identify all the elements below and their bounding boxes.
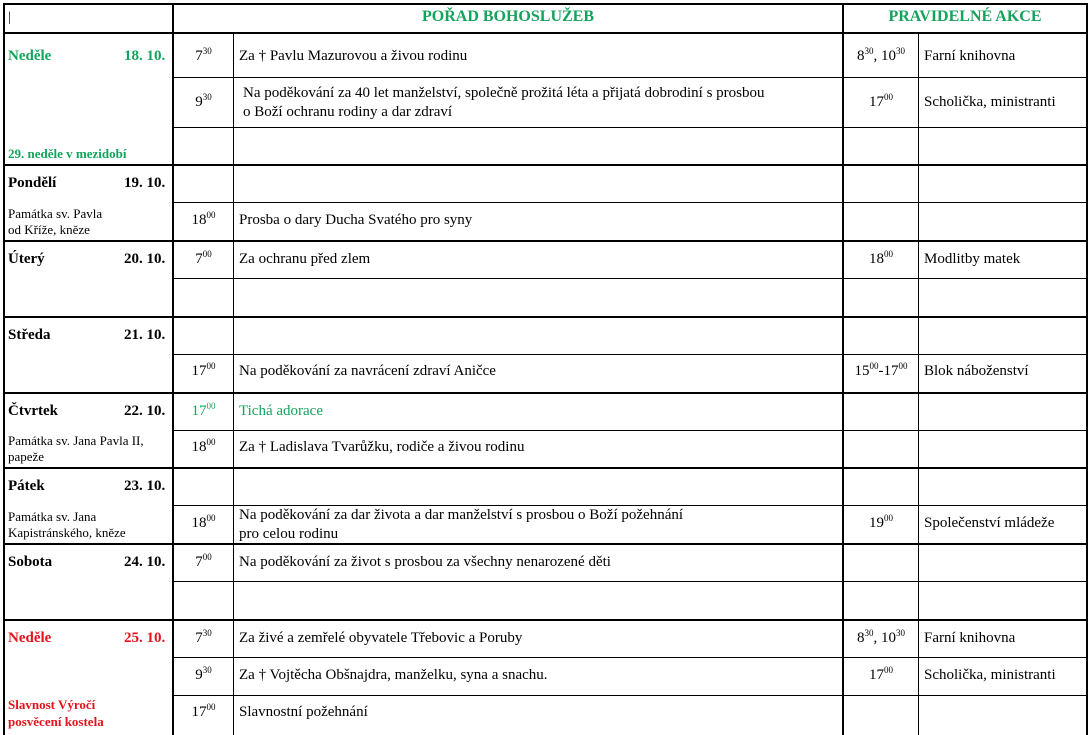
day-date: 18. 10. [124, 48, 166, 64]
day-note-line1: Památka sv. Jana Pavla II, [8, 433, 144, 448]
action-name: Modlitby matek [924, 251, 1021, 267]
day-note-line2: od Kříže, kněze [8, 222, 90, 237]
action-time: $17^{00}$ [869, 665, 893, 683]
action-time: $15^{00}-17^{00}$ [854, 361, 908, 379]
service-intention: Slavnostní požehnání [239, 704, 368, 720]
day-name: Pátek [8, 478, 45, 494]
service-time: $18^{00}$ [191, 513, 216, 531]
service-intention-line2: o Boží ochranu rodiny a dar zdraví [243, 104, 453, 120]
action-time: $19^{00}$ [869, 513, 893, 531]
day-date: 20. 10. [124, 251, 166, 267]
action-name: Scholička, ministranti [924, 94, 1056, 110]
day-note-line2: Kapistránského, kněze [8, 525, 126, 540]
service-time: $7^{30}$ [195, 46, 212, 64]
action-name: Scholička, ministranti [924, 667, 1056, 683]
action-time: $8^{30}$, $10^{30}$ [857, 46, 905, 64]
action-name: Blok náboženství [924, 363, 1029, 379]
day-name: Středa [8, 327, 51, 343]
service-time: $7^{00}$ [195, 552, 212, 570]
service-intention-line1: Na poděkování za 40 let manželství, společně prožitá léta a přijatá dobrodiní s prosbou [243, 85, 765, 101]
service-time: $17^{00}$ [191, 361, 216, 379]
service-time: $7^{00}$ [195, 249, 212, 267]
service-time: $7^{30}$ [195, 628, 212, 646]
day-note-line1: Památka sv. Pavla [8, 206, 103, 221]
day-name: Úterý [8, 251, 45, 267]
actions-header: PRAVIDELNÉ AKCE [888, 8, 1042, 25]
day-name: Sobota [8, 554, 53, 570]
day-name: Neděle [8, 630, 52, 646]
day-date: 19. 10. [124, 175, 166, 191]
service-intention: Za † Vojtěcha Obšnajdra, manželku, syna a snachu. [239, 667, 548, 683]
action-name: Farní knihovna [924, 48, 1016, 64]
day-date: 22. 10. [124, 403, 166, 419]
service-intention: Za živé a zemřelé obyvatele Třebovic a Poruby [239, 630, 523, 646]
day-name: Pondělí [8, 175, 57, 191]
service-intention: Na poděkování za navrácení zdraví Aničce [239, 363, 496, 379]
action-name: Společenství mládeže [924, 515, 1055, 531]
action-name: Farní knihovna [924, 630, 1016, 646]
services-header: POŘAD BOHOSLUŽEB [421, 8, 595, 25]
day-date: 21. 10. [124, 327, 166, 343]
corner-mark: | [8, 10, 11, 25]
day-name: Neděle [8, 48, 52, 64]
service-time: $18^{00}$ [191, 437, 216, 455]
service-intention-line2: pro celou rodinu [239, 526, 339, 542]
day-note: 29. neděle v mezidobí [8, 146, 127, 161]
service-time: $17^{00}$ [191, 702, 216, 720]
service-intention-line1: Na poděkování za dar života a dar manželství s prosbou o Boží požehnání [239, 507, 684, 523]
service-time: $9^{30}$ [195, 665, 212, 683]
service-time: $9^{30}$ [195, 92, 212, 110]
service-intention: Za ochranu před zlem [239, 251, 371, 267]
action-time: $8^{30}$, $10^{30}$ [857, 628, 905, 646]
day-date: 24. 10. [124, 554, 166, 570]
service-time: $18^{00}$ [191, 210, 216, 228]
day-name: Čtvrtek [8, 403, 58, 419]
service-intention: Na poděkování za život s prosbou za všechny nenarozené děti [239, 554, 611, 570]
day-note-line1: Památka sv. Jana [8, 509, 97, 524]
action-time: $18^{00}$ [869, 249, 893, 267]
action-time: $17^{00}$ [869, 92, 893, 110]
day-note-line2: posvěcení kostela [8, 714, 104, 729]
service-intention: Prosba o dary Ducha Svatého pro syny [239, 212, 473, 228]
day-date: 25. 10. [124, 630, 166, 646]
service-intention: Tichá adorace [239, 403, 323, 419]
service-time: $17^{00}$ [191, 401, 216, 419]
service-intention: Za † Pavlu Mazurovou a živou rodinu [239, 48, 468, 64]
service-intention: Za † Ladislava Tvarůžku, rodiče a živou rodinu [239, 439, 525, 455]
day-date: 23. 10. [124, 478, 166, 494]
day-note-line1: Slavnost Výročí [8, 697, 96, 712]
day-note-line2: papeže [8, 449, 45, 464]
